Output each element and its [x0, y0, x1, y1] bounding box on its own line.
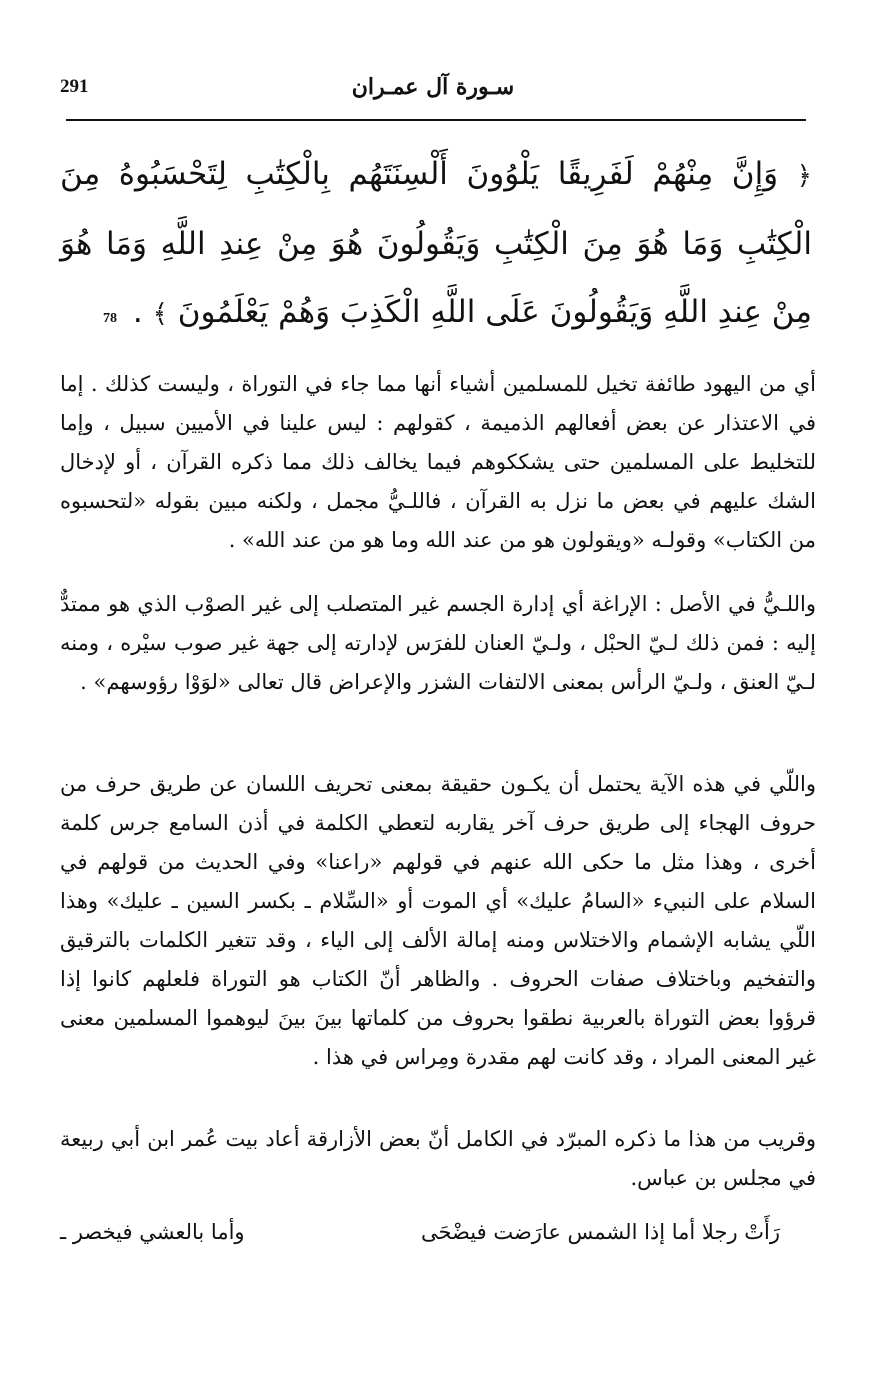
commentary-paragraph: واللّي في هذه الآية يحتمل أن يكـون حقيقة بمعنى تحريف اللسان عن طريق حرف من حروف الهجاء إلى طريق حرف آخر يقاربه لتعطي الكلمة في أذن السامع جرس كلمة أخرى ، وهذا مثل ما حكى الله عنهم في قولهم «راعنا» وفي الحديث من قولهم في السلام على النبيء «السامُ عليك» أي الموت أو «السِّلام ـ بكسر السين ـ عليك» وهذا اللّي يشابه الإشمام والاختلاس ومنه إمالة الألف إلى الياء ، وقد تتغير الكلمات بالترقيق والتفخيم وباختلاف صفات الحروف . والظاهر أنّ الكتاب هو التوراة فلعلهم كانوا إذا قرؤوا بعض التوراة بالعربية نطقوا بحروف من كلماتها بينَ بينَ ليوهموا المسلمين معنى غير المعنى المراد ، وقد كانت لهم مقدرة ومِراس في هذا . [60, 772, 816, 1069]
verse-number: 78 [103, 311, 118, 326]
quran-verse [60, 140, 812, 353]
commentary-paragraph: أي من اليهود طائفة تخيل للمسلمين أشياء أنها مما جاء في التوراة ، وليست كذلك . إما في الاعتذار عن بعض أفعالهم الذميمة ، كقولهم : ليس علينا في الأميين سبيل ، وإما للتخليط على المسلمين حتى يشككوهم فيما يخالف ذلك مما ذكره القرآن ، أو لإدخال الشك عليهم في بعض ما نزل به القرآن ، فاللـيُّ مجمل ، ولكنه مبين بقوله «لتحسبوه من الكتاب» وقولـه «ويقولون هو من عند الله وما هو من عند الله» . [60, 372, 816, 552]
verse-period: . [132, 294, 143, 330]
poem-first-hemistich: رَأَتْ رجلا أما إذا الشمس عارَضت فيضْحَى [421, 1220, 780, 1244]
page-number: 291 [60, 76, 89, 97]
verse-text: وَإِنَّ مِنْهُمْ لَفَرِيقًا يَلْوُونَ أَلْسِنَتَهُم بِالْكِتَٰبِ لِتَحْسَبُوهُ مِنَ الْكِتَٰبِ وَمَا هُوَ مِنَ الْكِتَٰبِ وَيَقُولُونَ هُوَ مِنْ عِندِ اللَّهِ وَمَا هُوَ مِنْ عِندِ اللَّهِ وَيَقُولُونَ عَلَى اللَّهِ الْكَذِبَ وَهُمْ يَعْلَمُونَ [60, 156, 812, 330]
poem-verse [60, 1210, 800, 1255]
commentary-paragraph: واللـيُّ في الأصل : الإراغة أي إدارة الجسم غير المتصلب إلى غير الصوْب الذي هو ممتدٌّ إليه : فمن ذلك لـيّ الحبْل ، ولـيّ العنان للفرَس لإدارته إلى جهة غير صوب سيْره ، ومنه لـيّ العنق ، ولـيّ الرأس بمعنى الالتفات الشزر والإعراض قال تعالى «لوَوْا رؤوسهم» . [60, 592, 816, 694]
header-divider [66, 119, 806, 121]
surah-title: سـورة آل عمـران [351, 74, 515, 100]
page-header [60, 70, 806, 110]
commentary-paragraph: وقريب من هذا ما ذكره المبرّد في الكامل أنّ بعض الأزارقة أعاد بيت عُمر ابن أبي ربيعة في مجلس بن عباس. [60, 1127, 816, 1190]
verse-close-ornament: ﴾ [152, 299, 168, 329]
poem-second-hemistich: وأما بالعشي فيخصر ـ [60, 1220, 245, 1244]
verse-open-ornament: ﴿ [796, 161, 812, 191]
